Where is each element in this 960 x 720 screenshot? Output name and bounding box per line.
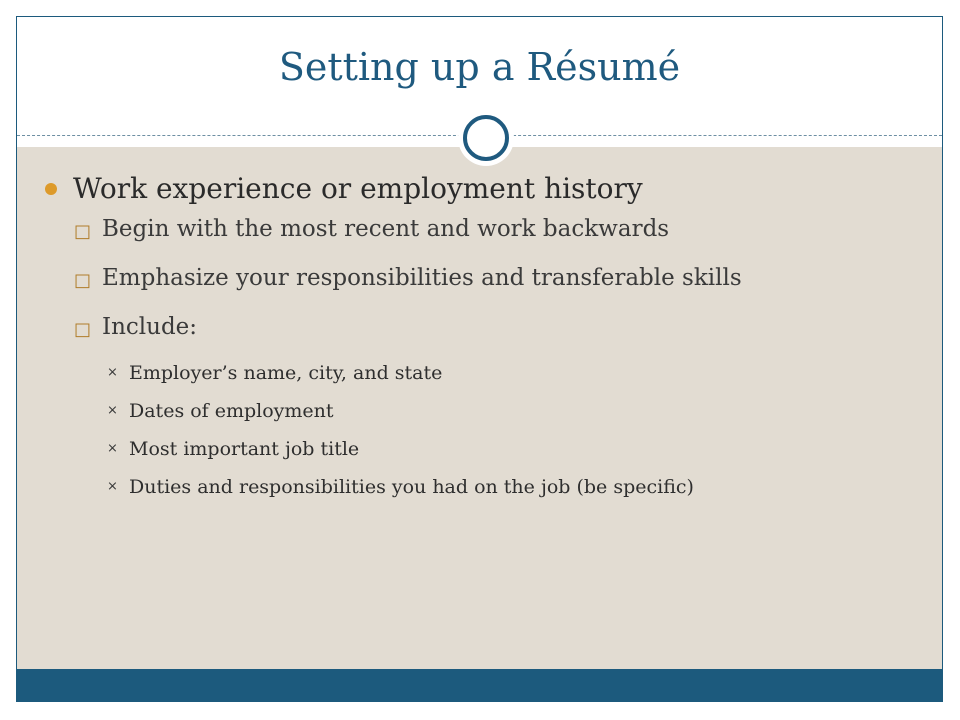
slide-frame [16,16,943,702]
bullet-level2-text: Include: [102,314,198,340]
square-bullet-icon: □ [74,270,92,291]
bullet-level3-text: Employer’s name, city, and state [129,362,443,384]
bullet-list [17,169,942,512]
circle-bullet-icon [45,183,57,195]
square-bullet-icon: □ [74,221,92,242]
bullet-level3 [107,474,942,512]
bullet-level2 [74,311,942,360]
bullet-level2 [74,262,942,311]
x-bullet-icon: ⨯ [107,479,118,494]
bullet-level1-text: Work experience or employment history [73,172,643,205]
bullet-level3 [107,360,942,398]
x-bullet-icon: ⨯ [107,441,118,456]
x-bullet-icon: ⨯ [107,365,118,380]
slide-title: Setting up a Résumé [278,45,681,89]
footer-band [17,669,942,701]
circle-ring-icon [458,110,514,166]
bullet-level2 [74,213,942,262]
circle-ring-inner [463,115,509,161]
bullet-level3-text: Most important job title [129,438,360,460]
bullet-level3-text: Dates of employment [129,400,334,422]
bullet-level1 [73,169,942,213]
bullet-level2-text: Begin with the most recent and work backwards [102,216,670,242]
bullet-level2-text: Emphasize your responsibilities and transferable skills [102,265,742,291]
bullet-level3 [107,436,942,474]
x-bullet-icon: ⨯ [107,403,118,418]
square-bullet-icon: □ [74,319,92,340]
bullet-level3-text: Duties and responsibilities you had on the job (be specific) [129,476,694,498]
bullet-level3 [107,398,942,436]
